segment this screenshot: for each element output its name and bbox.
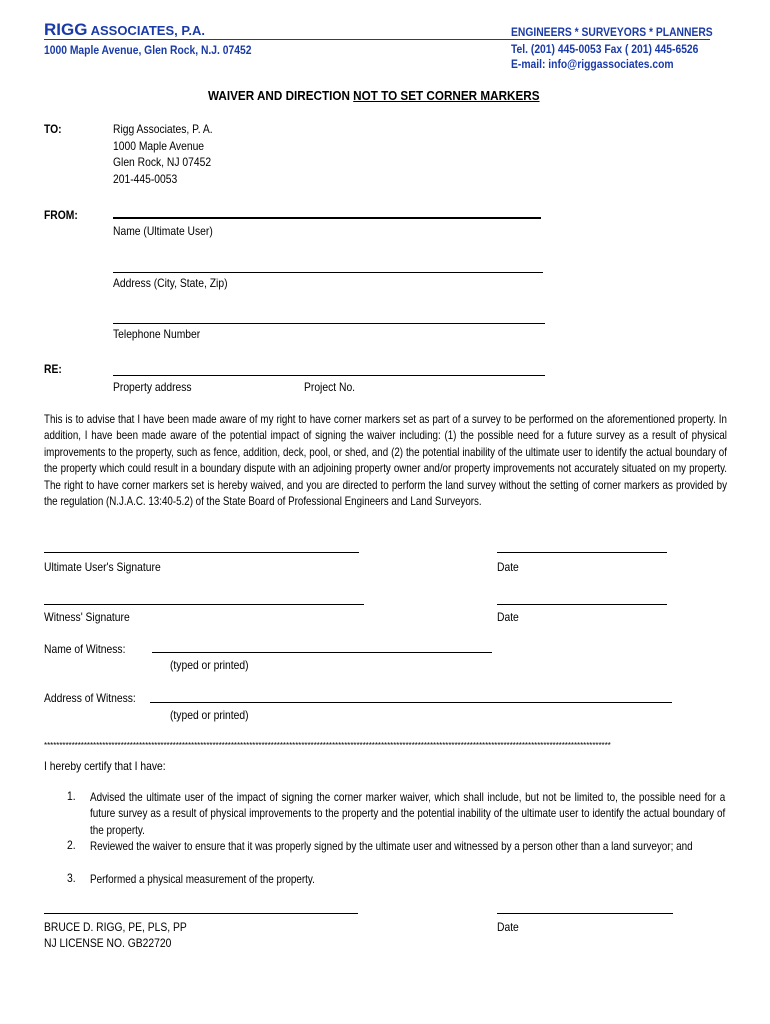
cert-item-number: 3. [67, 871, 76, 885]
witness-address-label: Address of Witness: [44, 691, 136, 705]
letterhead-rule [44, 39, 710, 40]
address-caption: Address (City, State, Zip) [113, 276, 228, 290]
user-signature-caption: Ultimate User's Signature [44, 560, 161, 574]
witness-date-caption: Date [497, 610, 519, 624]
address-field-line[interactable] [113, 272, 543, 273]
surveyor-name: BRUCE D. RIGG, PE, PLS, PP [44, 920, 187, 934]
witness-name-line[interactable] [152, 652, 492, 653]
page-title [208, 88, 540, 103]
company-name [44, 20, 205, 40]
telephone-caption: Telephone Number [113, 327, 201, 341]
surveyor-license: NJ LICENSE NO. GB22720 [44, 936, 172, 950]
witness-name-typed-caption: (typed or printed) [170, 658, 249, 672]
witness-address-typed-caption: (typed or printed) [170, 708, 249, 722]
company-name-rest: ASSOCIATES, P.A. [87, 23, 205, 38]
property-field-line[interactable] [113, 375, 545, 376]
certify-intro: I hereby certify that I have: [44, 759, 166, 773]
title-part1: WAIVER AND DIRECTION [208, 88, 354, 103]
services-tagline: ENGINEERS * SURVEYORS * PLANNERS [511, 25, 713, 39]
email: E-mail: info@riggassociates.com [511, 57, 674, 71]
witness-signature-caption: Witness' Signature [44, 610, 130, 624]
cert-item-number: 1. [67, 789, 76, 803]
user-date-line[interactable] [497, 552, 667, 553]
user-date-caption: Date [497, 560, 519, 574]
name-caption: Name (Ultimate User) [113, 224, 213, 238]
to-line: Rigg Associates, P. A. [113, 122, 213, 136]
to-line: 1000 Maple Avenue [113, 139, 205, 153]
cert-item-text: Advised the ultimate user of the impact of signing the corner marker waiver, which shall include, but not be limited to, the possible need for a future survey as a result of physical improvements to the property and the potential inability of the ultimate user to identify the actual boundary of the property. [90, 790, 726, 837]
re-label: RE: [44, 362, 62, 376]
to-line: 201-445-0053 [113, 172, 178, 186]
cert-item-number: 2. [67, 838, 76, 852]
witness-name-label: Name of Witness: [44, 642, 126, 656]
telephone-field-line[interactable] [113, 323, 545, 324]
witness-date-line[interactable] [497, 604, 667, 605]
to-label: TO: [44, 122, 62, 136]
name-field-line[interactable] [113, 217, 541, 219]
witness-address-line[interactable] [150, 702, 672, 703]
surveyor-date-line[interactable] [497, 913, 673, 914]
to-line: Glen Rock, NJ 07452 [113, 155, 212, 169]
from-label: FROM: [44, 208, 78, 222]
cert-item-text: Reviewed the waiver to ensure that it was properly signed by the ultimate user and witnessed by a person other than a land surveyor; and [90, 839, 693, 853]
property-address-caption: Property address [113, 380, 192, 394]
witness-signature-line[interactable] [44, 604, 364, 605]
user-signature-line[interactable] [44, 552, 359, 553]
phone-fax: Tel. (201) 445-0053 Fax ( 201) 445-6526 [511, 42, 699, 56]
waiver-body-text: This is to advise that I have been made aware of my right to have corner markers set as part of a survey to be performed on the aforementioned property. In addition, I have been made aware of the potential impact of signing the waiver including: (1) the possible need for a future survey as a result of physical improvements to the property, such as fence, addition, deck, pool, or shed, and (2) the potential inability of the ultimate user to identify the actual boundary of the property which could result in a boundary dispute with an adjoining property owner and/or property improvements not accurately situated on my property. The right to have corner markers set is hereby waived, and you are directed to perform the land survey without the setting of corner markers as provided by the regulation (N.J.A.C. 13:40-5.2) of the State Board of Professional Engineers and Land Surveyors. [44, 412, 727, 509]
company-name-bold: RIGG [44, 20, 88, 39]
cert-item-text: Performed a physical measurement of the property. [90, 872, 315, 886]
surveyor-signature-line[interactable] [44, 913, 358, 914]
company-address: 1000 Maple Avenue, Glen Rock, N.J. 07452 [44, 43, 252, 57]
title-part2: NOT TO SET CORNER MARKERS [353, 88, 540, 103]
project-number-caption: Project No. [304, 380, 356, 394]
asterisk-separator: ***************************************************************************************************************************************************************************************** [44, 741, 611, 750]
surveyor-date-caption: Date [497, 920, 519, 934]
